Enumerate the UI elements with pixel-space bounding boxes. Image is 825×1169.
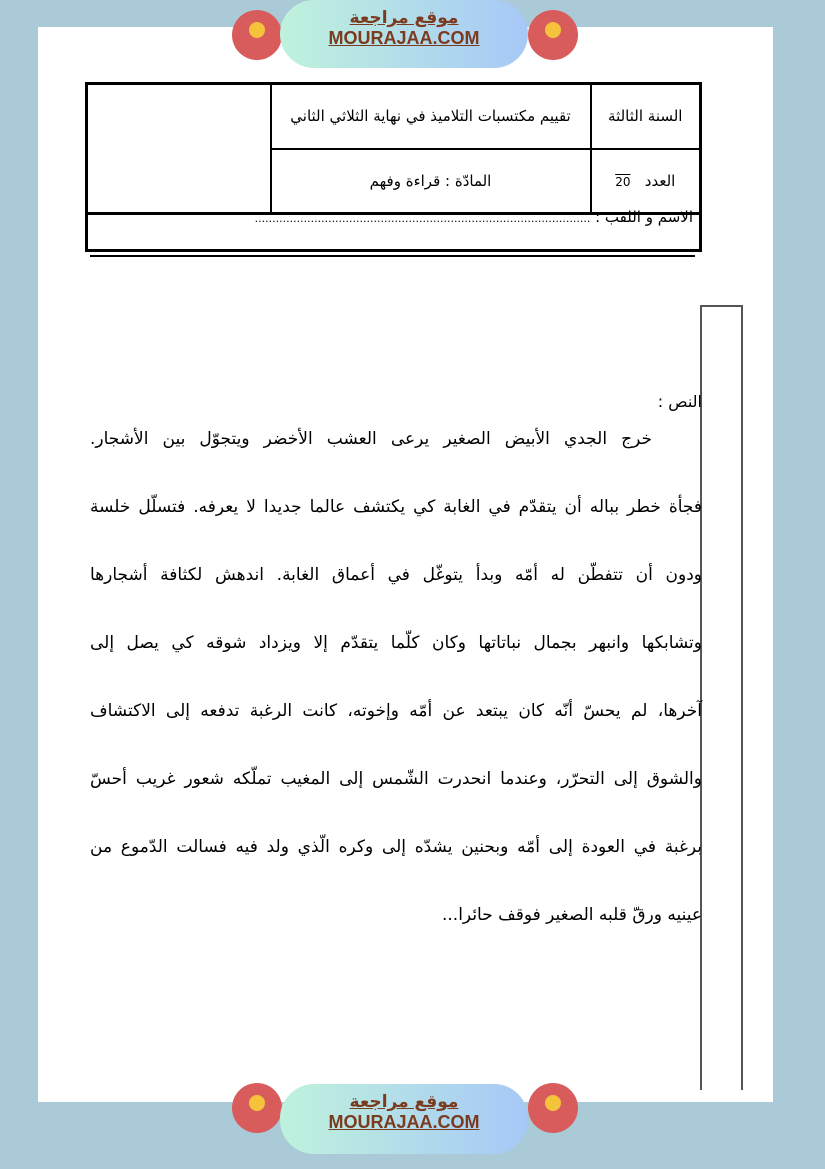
exam-header [85,82,702,215]
text-line: عينيه ورقّ قلبه الصغير فوقف حائرا... [442,905,702,925]
exam-title: تقييم مكتسبات التلاميذ في نهاية الثلاثي الثاني [271,84,591,149]
reading-text [90,392,702,973]
divider [90,250,695,257]
text-title: النص : [657,392,702,411]
text-line: وتشابكها وانبهر بجمال نباتاتها وكان كلّما يتقدّم إلا ويزداد شوقه كي يصل إلى [90,633,702,653]
text-line: فجأة خطر بباله أن يتقدّم في الغابة كي يكتشف عالما جديدا لا يعرفه. فتسلّل خلسة [90,497,702,517]
blank-cell [87,84,271,214]
site-banner[interactable] [280,0,528,68]
score-max: 20 [615,174,631,189]
name-label: الاسم و اللقب : [595,208,693,226]
text-line: خرج الجدي الأبيض الصغير يرعى العشب الأخضر ويتجوّل بين الأشجار. [90,429,652,449]
text-line: ودون أن تتفطّن له أمّه وبدأ يتوغّل في أعماق الغابة. اندهش لكثافة أشجارها [90,565,702,585]
site-name-en: MOURAJAA.COM [328,1112,480,1132]
text-line: آخرها، لم يحسّ أنّه كان يبتعد عن أمّه وإخوته، كانت الرغبة تدفعه إلى الاكتشاف [90,701,702,721]
site-name-ar: موقع مراجعة [349,8,459,28]
subject: المادّة : قراءة وفهم [271,149,591,214]
score-label: العدد [644,171,676,190]
text-line: والشوق إلى التحرّر، وعندما انحدرت الشّمس إلى المغيب تملّكه شعور غريب أحسّ [90,769,702,789]
site-banner-footer[interactable] [280,1084,528,1154]
site-name-en: MOURAJAA.COM [328,28,480,48]
margin-frame [700,305,743,1090]
grade: السنة الثالثة [591,84,701,149]
logo-badge [528,1083,578,1133]
text-line: برغبة في العودة إلى أمّه وبحنين يشدّه إلى وكره الّذي ولد فيه فسالت الدّموع من [90,837,702,857]
logo-badge [232,1083,282,1133]
logo-badge [528,10,578,60]
logo-badge [232,10,282,60]
name-dots: ................................................................................................ [254,212,591,225]
name-field[interactable] [85,200,702,252]
site-name-ar: موقع مراجعة [349,1092,459,1112]
